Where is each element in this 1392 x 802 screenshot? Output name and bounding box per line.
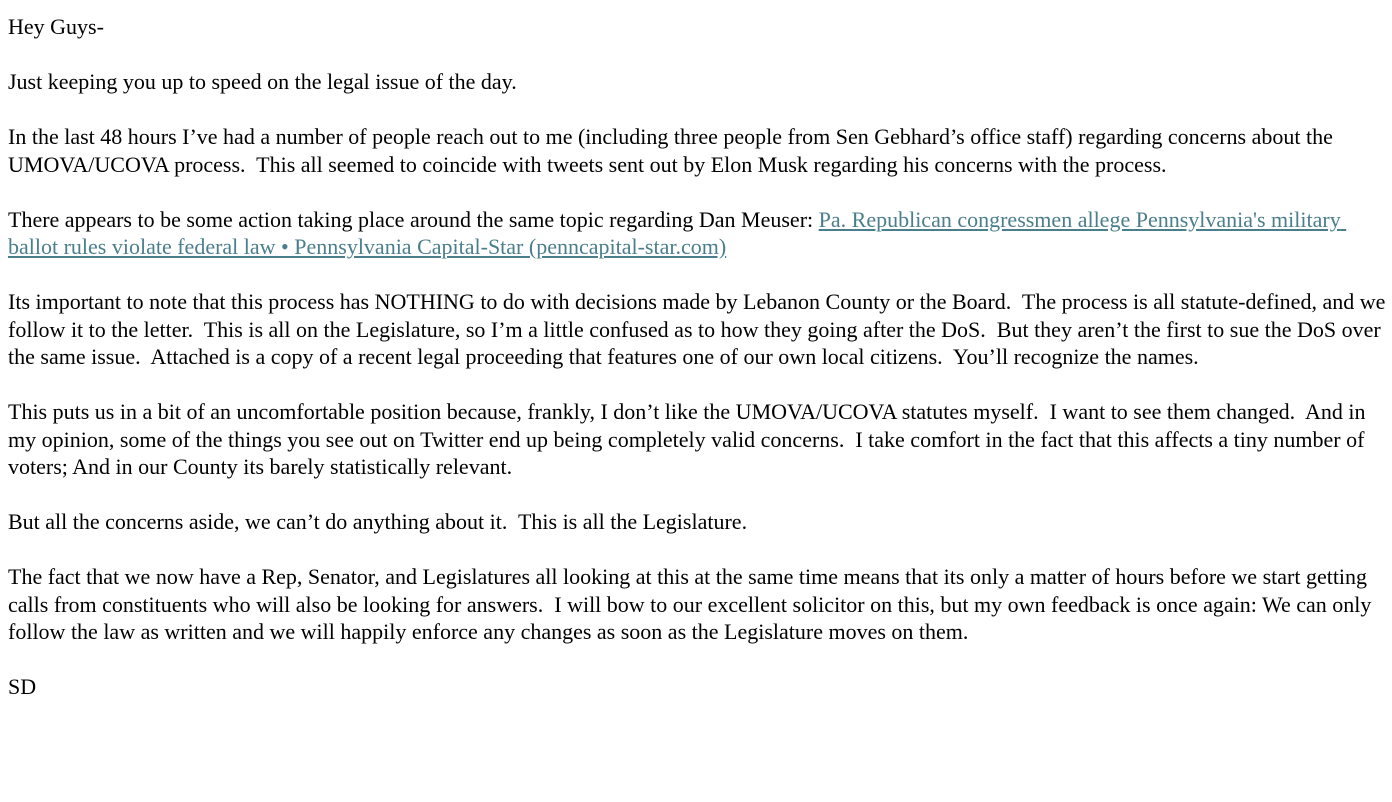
paragraph — [8, 288, 1391, 371]
paragraph-text: There appears to be some action taking place around the same topic regarding Dan Meuser: — [8, 206, 819, 232]
paragraph — [8, 508, 1386, 536]
paragraph — [8, 68, 1386, 96]
signature-text: SD — [8, 674, 37, 699]
paragraph — [8, 563, 1386, 646]
paragraph-text: This puts us in a bit of an uncomfortable position because, frankly, I don’t like the UMOVA/UCOVA statutes myself. I want to see them changed. And in my opinion, some of the things you see out on Twitter end up being completely valid concerns. I take comfort in the fact that this affects a tiny number of voters; And in our County its barely statistically relevant. — [8, 399, 1371, 479]
paragraph-text: The fact that we now have a Rep, Senator, and Legislatures all looking at this at the same time means that its only a matter of hours before we start getting calls from constituents who will also be looking for answers. I will bow to our excellent solicitor on this, but my own feedback is once again: We can only follow the law as written and we will happily enforce any changes as soon as the Legislature moves on them. — [8, 564, 1377, 644]
signature — [8, 673, 1386, 701]
paragraph-text: In the last 48 hours I’ve had a number of people reach out to me (including three people from Sen Gebhard’s office staff) regarding concerns about the UMOVA/UCOVA process. This all seemed to coincide with tweets sent out by Elon Musk regarding his concerns with the process. — [8, 124, 1339, 177]
paragraph-text: But all the concerns aside, we can’t do anything about it. This is all the Legislature. — [8, 509, 748, 534]
article-link[interactable]: Pa. Republican congressmen allege Pennsylvania's military ballot rules violate federal law • Pennsylvania Capital-Star (penncapital-star.com) — [8, 206, 1347, 259]
paragraph-with-link — [8, 206, 1386, 261]
paragraph-text: Its important to note that this process has NOTHING to do with decisions made by Lebanon County or the Board. The process is all statute-defined, and we follow it to the letter. This is all on the Legislature, so I’m a little confused as to how they going after the DoS. But they aren’t the first to sue the DoS over the same issue. Attached is a copy of a recent legal proceeding that features one of our own local citizens. You’ll recognize the names. — [8, 289, 1391, 369]
greeting-paragraph — [8, 13, 1386, 41]
paragraph-text: Hey Guys- — [8, 14, 104, 39]
paragraph — [8, 398, 1386, 481]
paragraph-text: Just keeping you up to speed on the legal issue of the day. — [8, 69, 517, 94]
paragraph — [8, 123, 1386, 178]
